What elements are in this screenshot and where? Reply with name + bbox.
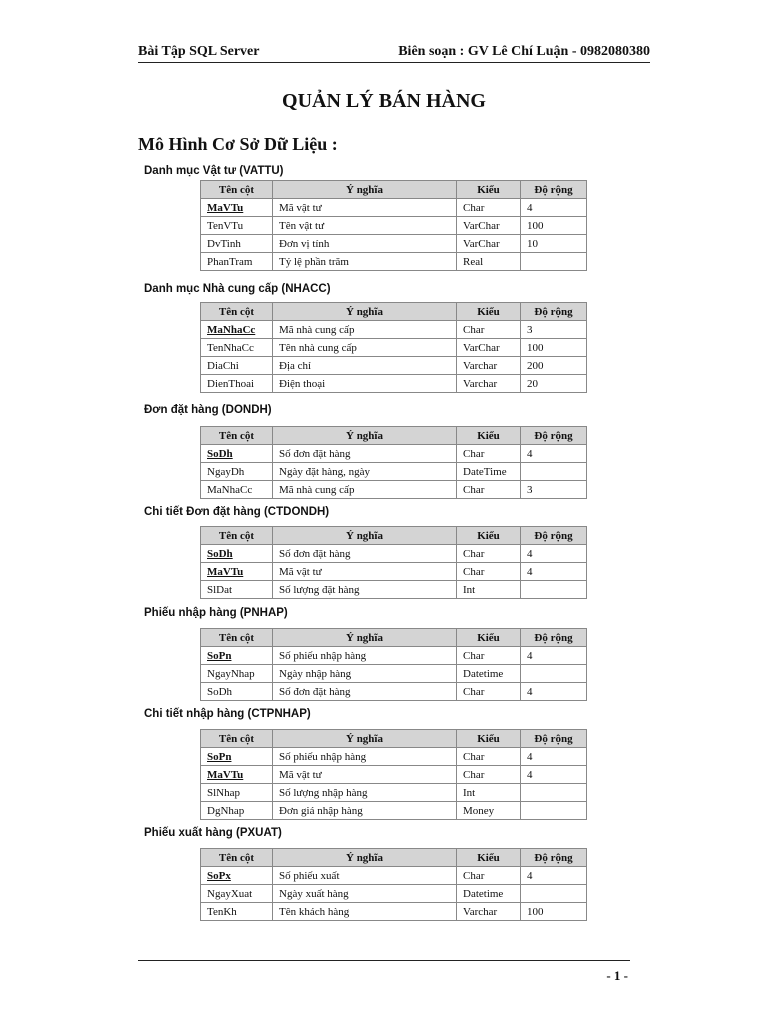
table-header-row [201,730,587,748]
column-name-cell: DgNhap [201,802,273,820]
schema-table [200,426,587,499]
table-row [201,217,587,235]
type-cell: Varchar [457,375,521,393]
page-title: QUẢN LÝ BÁN HÀNG [282,90,486,112]
width-cell: 200 [521,357,587,375]
table-row [201,375,587,393]
width-cell: 4 [521,563,587,581]
column-header: Kiểu [457,849,521,867]
meaning-cell: Mã vật tư [273,199,457,217]
column-header: Tên cột [201,849,273,867]
column-header: Độ rộng [521,303,587,321]
width-cell: 3 [521,481,587,499]
table-row [201,463,587,481]
column-header: Độ rộng [521,427,587,445]
column-header: Tên cột [201,181,273,199]
type-cell: Int [457,784,521,802]
footer-divider [138,960,630,961]
column-name-cell: SoDh [201,683,273,701]
column-name-cell: TenKh [201,903,273,921]
meaning-cell: Mã nhà cung cấp [273,321,457,339]
table-row [201,199,587,217]
schema-table [200,302,587,393]
table-caption: Danh mục Vật tư (VATTU) [144,165,284,177]
column-header: Ý nghĩa [273,303,457,321]
column-name-cell: NgayDh [201,463,273,481]
type-cell: Char [457,748,521,766]
type-cell: Char [457,199,521,217]
table-caption: Phiếu xuất hàng (PXUAT) [144,827,282,839]
column-header: Tên cột [201,527,273,545]
schema-table [200,628,587,701]
width-cell [521,885,587,903]
width-cell: 4 [521,766,587,784]
meaning-cell: Mã vật tư [273,563,457,581]
column-header: Độ rộng [521,730,587,748]
table-row [201,665,587,683]
table-row [201,339,587,357]
type-cell: Datetime [457,665,521,683]
column-header: Kiểu [457,629,521,647]
header-right: Biên soạn : GV Lê Chí Luận - 0982080380 [398,44,650,59]
width-cell [521,463,587,481]
column-name-cell: MaNhaCc [201,321,273,339]
meaning-cell: Số đơn đặt hàng [273,683,457,701]
meaning-cell: Số lượng đặt hàng [273,581,457,599]
meaning-cell: Ngày nhập hàng [273,665,457,683]
meaning-cell: Đơn giá nhập hàng [273,802,457,820]
type-cell: Real [457,253,521,271]
width-cell [521,581,587,599]
column-name-cell: DiaChi [201,357,273,375]
schema-table [200,180,587,271]
page-header [138,42,650,63]
column-header: Ý nghĩa [273,527,457,545]
schema-table [200,848,587,921]
type-cell: Money [457,802,521,820]
meaning-cell: Đơn vị tính [273,235,457,253]
table-row [201,784,587,802]
meaning-cell: Mã vật tư [273,766,457,784]
type-cell: Char [457,321,521,339]
column-name-cell: SoPn [201,748,273,766]
meaning-cell: Tỷ lệ phần trăm [273,253,457,271]
table-row [201,581,587,599]
table-row [201,766,587,784]
width-cell: 3 [521,321,587,339]
table-row [201,357,587,375]
type-cell: VarChar [457,339,521,357]
width-cell: 4 [521,683,587,701]
table-row [201,748,587,766]
table-row [201,321,587,339]
meaning-cell: Số đơn đặt hàng [273,445,457,463]
meaning-cell: Ngày đặt hàng, ngày [273,463,457,481]
type-cell: Char [457,545,521,563]
column-header: Ý nghĩa [273,181,457,199]
header-left: Bài Tập SQL Server [138,44,260,59]
table-header-row [201,427,587,445]
table-row [201,253,587,271]
meaning-cell: Tên khách hàng [273,903,457,921]
type-cell: Varchar [457,903,521,921]
meaning-cell: Điện thoại [273,375,457,393]
table-caption: Đơn đặt hàng (DONDH) [144,404,272,416]
type-cell: Char [457,445,521,463]
column-header: Tên cột [201,303,273,321]
meaning-cell: Địa chỉ [273,357,457,375]
table-row [201,867,587,885]
type-cell: Char [457,563,521,581]
table-row [201,885,587,903]
table-row [201,235,587,253]
column-name-cell: SoDh [201,545,273,563]
column-name-cell: NgayXuat [201,885,273,903]
column-header: Ý nghĩa [273,427,457,445]
column-name-cell: DvTinh [201,235,273,253]
column-header: Ý nghĩa [273,629,457,647]
table-header-row [201,527,587,545]
type-cell: Char [457,683,521,701]
column-header: Kiểu [457,427,521,445]
meaning-cell: Tên vật tư [273,217,457,235]
table-row [201,802,587,820]
column-header: Tên cột [201,629,273,647]
meaning-cell: Số phiếu nhập hàng [273,748,457,766]
table-row [201,683,587,701]
column-name-cell: TenNhaCc [201,339,273,357]
column-name-cell: SoDh [201,445,273,463]
meaning-cell: Số đơn đặt hàng [273,545,457,563]
width-cell [521,665,587,683]
table-header-row [201,303,587,321]
meaning-cell: Mã nhà cung cấp [273,481,457,499]
type-cell: DateTime [457,463,521,481]
table-header-row [201,181,587,199]
meaning-cell: Số lượng nhập hàng [273,784,457,802]
column-name-cell: MaVTu [201,563,273,581]
table-caption: Chi tiết Đơn đặt hàng (CTDONDH) [144,506,330,518]
schema-table [200,729,587,820]
meaning-cell: Tên nhà cung cấp [273,339,457,357]
table-row [201,545,587,563]
width-cell [521,802,587,820]
width-cell [521,784,587,802]
column-header: Kiểu [457,181,521,199]
width-cell: 4 [521,867,587,885]
column-name-cell: PhanTram [201,253,273,271]
type-cell: Char [457,867,521,885]
type-cell: Char [457,481,521,499]
column-header: Tên cột [201,427,273,445]
column-header: Độ rộng [521,181,587,199]
meaning-cell: Ngày xuất hàng [273,885,457,903]
column-header: Ý nghĩa [273,730,457,748]
column-name-cell: SlNhap [201,784,273,802]
meaning-cell: Số phiếu xuất [273,867,457,885]
meaning-cell: Số phiếu nhập hàng [273,647,457,665]
column-name-cell: NgayNhap [201,665,273,683]
column-header: Kiểu [457,303,521,321]
type-cell: Datetime [457,885,521,903]
column-header: Độ rộng [521,629,587,647]
type-cell: VarChar [457,217,521,235]
schema-table [200,526,587,599]
column-name-cell: DienThoai [201,375,273,393]
table-caption: Chi tiết nhập hàng (CTPNHAP) [144,708,311,720]
type-cell: Char [457,766,521,784]
column-name-cell: MaNhaCc [201,481,273,499]
table-row [201,563,587,581]
width-cell: 4 [521,199,587,217]
table-row [201,481,587,499]
width-cell: 4 [521,445,587,463]
column-name-cell: SoPx [201,867,273,885]
type-cell: Char [457,647,521,665]
table-row [201,647,587,665]
section-title: Mô Hình Cơ Sở Dữ Liệu : [138,134,338,154]
width-cell: 10 [521,235,587,253]
column-name-cell: MaVTu [201,199,273,217]
width-cell: 100 [521,339,587,357]
table-caption: Danh mục Nhà cung cấp (NHACC) [144,283,331,295]
table-row [201,445,587,463]
type-cell: Int [457,581,521,599]
column-name-cell: TenVTu [201,217,273,235]
column-header: Ý nghĩa [273,849,457,867]
width-cell: 4 [521,647,587,665]
width-cell: 100 [521,903,587,921]
type-cell: VarChar [457,235,521,253]
width-cell: 4 [521,545,587,563]
width-cell: 20 [521,375,587,393]
table-header-row [201,849,587,867]
column-header: Kiểu [457,527,521,545]
column-header: Độ rộng [521,849,587,867]
width-cell [521,253,587,271]
column-name-cell: SoPn [201,647,273,665]
width-cell: 100 [521,217,587,235]
column-header: Tên cột [201,730,273,748]
column-header: Độ rộng [521,527,587,545]
column-name-cell: SlDat [201,581,273,599]
width-cell: 4 [521,748,587,766]
table-caption: Phiếu nhập hàng (PNHAP) [144,607,288,619]
column-name-cell: MaVTu [201,766,273,784]
column-header: Kiểu [457,730,521,748]
type-cell: Varchar [457,357,521,375]
table-row [201,903,587,921]
page-number: - 1 - [606,968,628,983]
table-header-row [201,629,587,647]
